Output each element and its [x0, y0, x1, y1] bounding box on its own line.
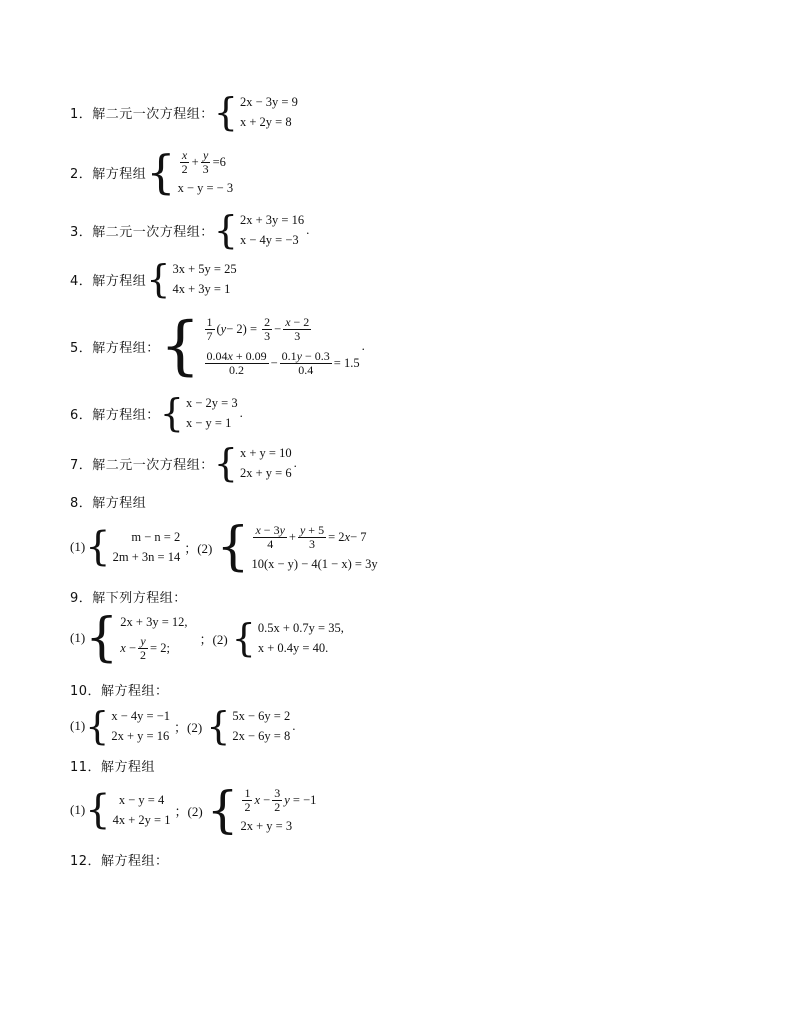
problem-label: 3．解二元一次方程组： — [70, 224, 214, 240]
problem-8 — [70, 517, 378, 577]
equation: 2x − 3y = 9 — [239, 95, 298, 109]
equation: 2m + 3n = 14 — [112, 550, 181, 564]
part-separator: ；(2) — [174, 719, 203, 735]
brace-icon: { — [159, 391, 184, 435]
problem-3 — [70, 210, 309, 250]
problem-label: 5．解方程组： — [70, 340, 160, 356]
problem-label: 6．解方程组： — [70, 407, 160, 423]
period: . — [239, 405, 243, 420]
equation: 0.5x + 0.7y = 35, — [257, 621, 344, 635]
equation: 2x + y = 6 — [239, 466, 292, 480]
equation-system — [160, 393, 238, 433]
equation: $\frac{0.04x + 0.09}{0.2}$ − $\frac{0.1y - 0.3}{0.4}$ = 1.5 — [206, 348, 360, 377]
problem-label: 12．解方程组： — [70, 854, 169, 869]
equation: 3x + 5y = 25 — [172, 262, 237, 276]
equation: 5x − 6y = 2 — [232, 709, 291, 723]
problem-2 — [70, 146, 233, 198]
problem-label: 4．解方程组 — [70, 273, 147, 289]
equation: 2x − 6y = 8 — [232, 729, 291, 743]
equation-system — [85, 608, 188, 668]
equation: x + 0.4y = 40. — [257, 641, 329, 655]
problem-4 — [70, 259, 237, 299]
equation-system — [214, 210, 304, 250]
equation: 4x + 3y = 1 — [172, 282, 231, 296]
equation: 2x + 3y = 12, — [120, 615, 188, 629]
problem-12 — [70, 850, 169, 869]
equation: x − 4y = −1 — [111, 709, 171, 723]
equation-system — [85, 706, 170, 746]
equation-system — [146, 259, 236, 299]
equation-system — [216, 517, 378, 577]
brace-icon: { — [85, 524, 111, 570]
problem-10 — [70, 706, 295, 746]
equation: x − y = 1 — [185, 416, 232, 430]
equation: $\frac{x}{2}$ + $\frac{y}{3}$ =6 — [181, 147, 226, 176]
problem-label: 9．解下列方程组： — [70, 591, 187, 606]
part-label: (1) — [70, 630, 86, 645]
period: . — [361, 338, 365, 353]
equation-system — [85, 524, 181, 570]
equation-system — [214, 92, 298, 132]
problem-label: 2．解方程组 — [70, 166, 147, 182]
problem-8-heading — [70, 492, 146, 511]
brace-icon: { — [216, 517, 250, 577]
period: . — [306, 222, 310, 237]
equation-system — [214, 443, 292, 483]
equation-system — [206, 706, 290, 746]
equation: $\frac{1}{2}$ x − $\frac{3}{2}$ y = −1 — [244, 785, 317, 814]
problem-5 — [70, 309, 365, 383]
problem-9-heading — [70, 587, 187, 606]
equation: 2x + y = 16 — [111, 729, 170, 743]
problem-label: 1．解二元一次方程组： — [70, 106, 214, 122]
problem-11-heading — [70, 756, 155, 775]
problem-label: 7．解二元一次方程组： — [70, 457, 214, 473]
brace-icon: { — [85, 608, 119, 668]
equation: x − $\frac{y}{2}$ = 2; — [120, 633, 170, 662]
equation-system — [232, 618, 344, 658]
equation: x + 2y = 8 — [239, 115, 292, 129]
equation: m − n = 2 — [131, 530, 181, 544]
problem-7 — [70, 443, 297, 483]
equation: x − 2y = 3 — [185, 396, 238, 410]
problem-label: 8．解方程组 — [70, 496, 147, 511]
brace-icon: { — [85, 704, 110, 748]
brace-icon: { — [231, 616, 256, 660]
brace-icon: { — [159, 309, 201, 383]
part-separator: ；(2) — [199, 631, 228, 647]
problem-9 — [70, 608, 344, 668]
part-label: (1) — [70, 718, 86, 733]
brace-icon: { — [206, 704, 231, 748]
equation: 2x + 3y = 16 — [239, 213, 305, 227]
brace-icon: { — [213, 441, 238, 485]
brace-icon: { — [213, 90, 238, 134]
problem-1 — [70, 92, 298, 132]
part-label: (1) — [70, 539, 86, 554]
equation: x − y = − 3 — [177, 181, 234, 195]
equation-system — [85, 787, 171, 833]
equation: $\frac{1}{7}$ ( y − 2) = $\frac{2}{3}$ − $\frac{x - 2}{3}$ — [206, 314, 310, 343]
problem-10-heading — [70, 680, 169, 699]
part-label: (1) — [70, 802, 86, 817]
brace-icon: { — [213, 208, 238, 252]
equation: x − 4y = −3 — [239, 233, 299, 247]
equation: 2x + y = 3 — [240, 819, 293, 833]
period: . — [293, 455, 297, 470]
brace-icon: { — [146, 145, 176, 199]
equation: 10(x − y) − 4(1 − x) = 3y — [251, 557, 378, 571]
equation-system — [206, 781, 317, 839]
part-separator: ；(2) — [174, 803, 203, 819]
problem-label: 11．解方程组 — [70, 760, 156, 775]
equation: 4x + 2y = 1 — [112, 813, 171, 827]
part-separator: ；(2) — [184, 540, 213, 556]
equation: x − y = 4 — [118, 793, 165, 807]
equation: $\frac{x - 3y}{4}$ + $\frac{y + 5}{3}$ = 2 x − 7 — [255, 522, 367, 551]
equation-system — [146, 146, 233, 198]
brace-icon: { — [146, 257, 171, 301]
equation-system — [159, 309, 360, 383]
brace-icon: { — [206, 781, 239, 839]
equation: x + y = 10 — [239, 446, 292, 460]
problem-label: 10．解方程组： — [70, 684, 169, 699]
problem-11 — [70, 781, 317, 839]
brace-icon: { — [85, 787, 111, 833]
period: . — [292, 718, 296, 733]
problem-6 — [70, 393, 243, 433]
